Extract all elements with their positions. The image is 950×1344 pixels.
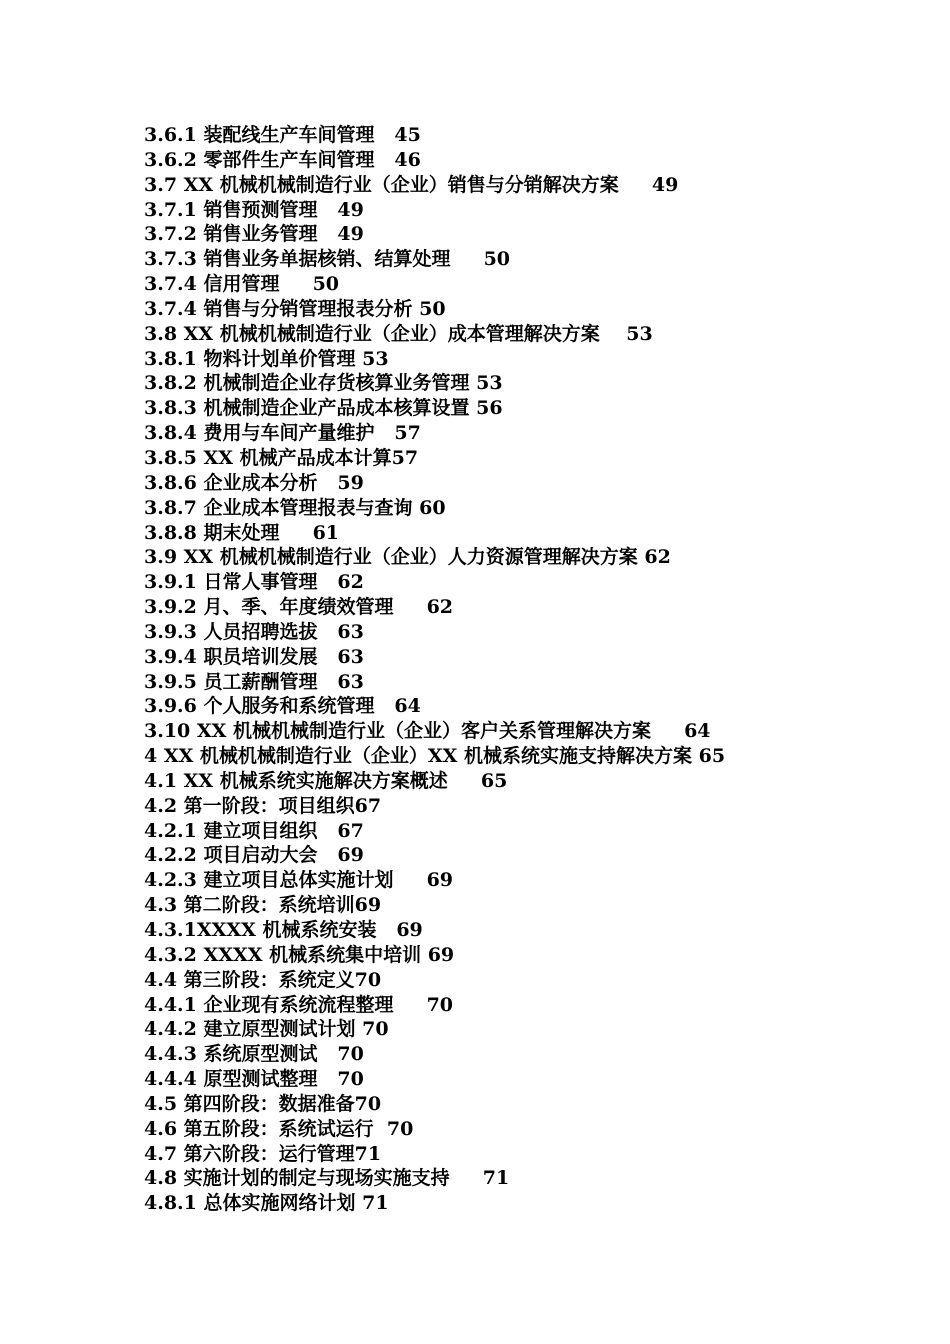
toc-entry: 3.9.1 日常人事管理 62 — [144, 571, 364, 594]
toc-entry: 4.2.1 建立项目组织 67 — [144, 819, 364, 842]
toc-entry: 3.8.6 企业成本分析 59 — [144, 471, 364, 494]
toc-entry: 4 XX 机械机械制造行业（企业）XX 机械系统实施支持解决方案 65 — [144, 745, 726, 768]
toc-entry: 4.1 XX 机械系统实施解决方案概述 65 — [144, 769, 508, 792]
toc-entry: 3.7.4 销售与分销管理报表分析 50 — [144, 297, 446, 320]
toc-entry: 4.7 第六阶段：运行管理71 — [144, 1142, 382, 1165]
toc-entry: 3.10 XX 机械机械制造行业（企业）客户关系管理解决方案 64 — [144, 720, 711, 743]
toc-entry: 3.9.6 个人服务和系统管理 64 — [144, 695, 421, 718]
toc-entry: 3.7 XX 机械机械制造行业（企业）销售与分销解决方案 49 — [144, 173, 679, 196]
toc-entry: 4.3.1XXXX 机械系统安装 69 — [144, 919, 423, 941]
toc-entry: 3.9.2 月、季、年度绩效管理 62 — [144, 596, 454, 619]
toc-entry: 4.3.2 XXXX 机械系统集中培训 69 — [144, 943, 455, 966]
toc-entry: 3.8.2 机械制造企业存货核算业务管理 53 — [144, 372, 503, 395]
toc-entry: 3.8.3 机械制造企业产品成本核算设置 56 — [144, 397, 503, 420]
toc-entry: 3.8.1 物料计划单价管理 53 — [144, 347, 389, 370]
toc-entry: 4.4.4 原型测试整理 70 — [144, 1068, 364, 1091]
toc-entry: 4.6 第五阶段：系统试运行 70 — [144, 1117, 414, 1140]
toc-entry: 3.8 XX 机械机械制造行业（企业）成本管理解决方案 53 — [144, 322, 653, 345]
toc-entry: 4.2 第一阶段：项目组织67 — [144, 794, 382, 817]
toc-entry: 4.8 实施计划的制定与现场实施支持 71 — [144, 1167, 510, 1190]
toc-entry: 3.7.2 销售业务管理 49 — [144, 223, 364, 246]
toc-entry: 4.8.1 总体实施网络计划 71 — [144, 1192, 389, 1215]
toc-entry: 4.4.2 建立原型测试计划 70 — [144, 1018, 389, 1041]
toc-entry: 4.2.3 建立项目总体实施计划 69 — [144, 869, 454, 892]
toc-entry: 3.7.3 销售业务单据核销、结算处理 50 — [144, 248, 511, 271]
toc-entry: 4.4.3 系统原型测试 70 — [144, 1043, 364, 1066]
toc-entry: 4.3 第二阶段：系统培训69 — [144, 894, 382, 917]
toc-entry: 4.4.1 企业现有系统流程整理 70 — [144, 993, 454, 1016]
table-of-contents — [144, 123, 924, 1216]
toc-entry: 3.8.5 XX 机械产品成本计算57 — [144, 446, 419, 469]
toc-entry: 3.6.1 装配线生产车间管理 45 — [144, 124, 421, 146]
toc-entry: 3.9 XX 机械机械制造行业（企业）人力资源管理解决方案 62 — [144, 546, 671, 569]
toc-entry: 3.9.4 职员培训发展 63 — [144, 645, 364, 668]
toc-entry: 3.7.4 信用管理 50 — [144, 273, 340, 296]
toc-entry: 4.4 第三阶段：系统定义70 — [144, 968, 382, 991]
toc-entry: 3.7.1 销售预测管理 49 — [144, 198, 364, 221]
toc-entry: 3.9.5 员工薪酬管理 63 — [144, 670, 364, 693]
toc-entry: 3.6.2 零部件生产车间管理 46 — [144, 148, 421, 171]
toc-entry: 4.5 第四阶段：数据准备70 — [144, 1092, 382, 1115]
toc-entry: 3.9.3 人员招聘选拔 63 — [144, 620, 364, 643]
toc-entry: 3.8.4 费用与车间产量维护 57 — [144, 422, 421, 445]
toc-entry: 3.8.7 企业成本管理报表与查询 60 — [144, 496, 446, 519]
toc-entry: 3.8.8 期末处理 61 — [144, 521, 340, 544]
toc-entry: 4.2.2 项目启动大会 69 — [144, 844, 364, 867]
